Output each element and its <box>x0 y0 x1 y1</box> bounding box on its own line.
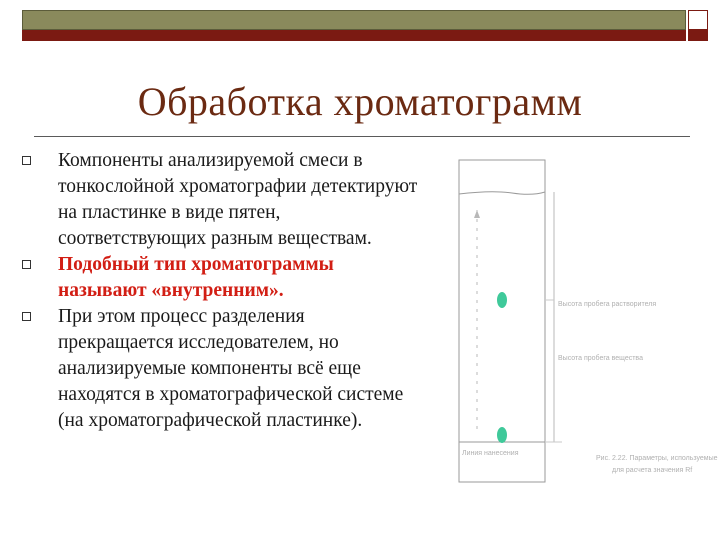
figure-caption-line-2: для расчета значения Rf <box>612 467 693 474</box>
spot-height-label: Высота пробега вещества <box>558 355 643 362</box>
front-height-label: Высота пробега растворителя <box>558 301 657 308</box>
bullet-item-3 <box>20 304 420 434</box>
bullet-text-2: Подобный тип хроматограммы называют «внутренним». <box>58 254 334 301</box>
square-bullet-icon <box>22 260 31 269</box>
analyte-spot <box>497 292 507 308</box>
top-decor-bar <box>22 10 686 30</box>
bullet-item-2 <box>20 252 420 304</box>
top-decor-square <box>688 10 708 30</box>
bullet-text-1: Компоненты анализируемой смеси в тонкослойной хроматографии детектируют на пластинке в виде пятен, соответствующих разным веществам. <box>58 150 418 249</box>
bullet-list <box>20 148 420 434</box>
start-line-label: Линия нанесения <box>462 450 519 457</box>
bullet-item-1 <box>20 148 420 252</box>
top-decor-square-bottom <box>688 30 708 41</box>
tlc-plate-diagram <box>452 150 718 490</box>
origin-spot <box>497 427 507 443</box>
title-divider <box>34 136 690 137</box>
square-bullet-icon <box>22 156 31 165</box>
square-bullet-icon <box>22 312 31 321</box>
bullet-text-3: При этом процесс разделения прекращается исследователем, но анализируемые компоненты всё еще находятся в хроматографической системе (на хроматографической пластинке). <box>58 306 404 431</box>
figure-caption-line-1: Рис. 2.22. Параметры, используемые <box>596 455 718 462</box>
top-decor-stripe <box>22 30 686 41</box>
slide-title: Обработка хроматограмм <box>137 79 583 124</box>
